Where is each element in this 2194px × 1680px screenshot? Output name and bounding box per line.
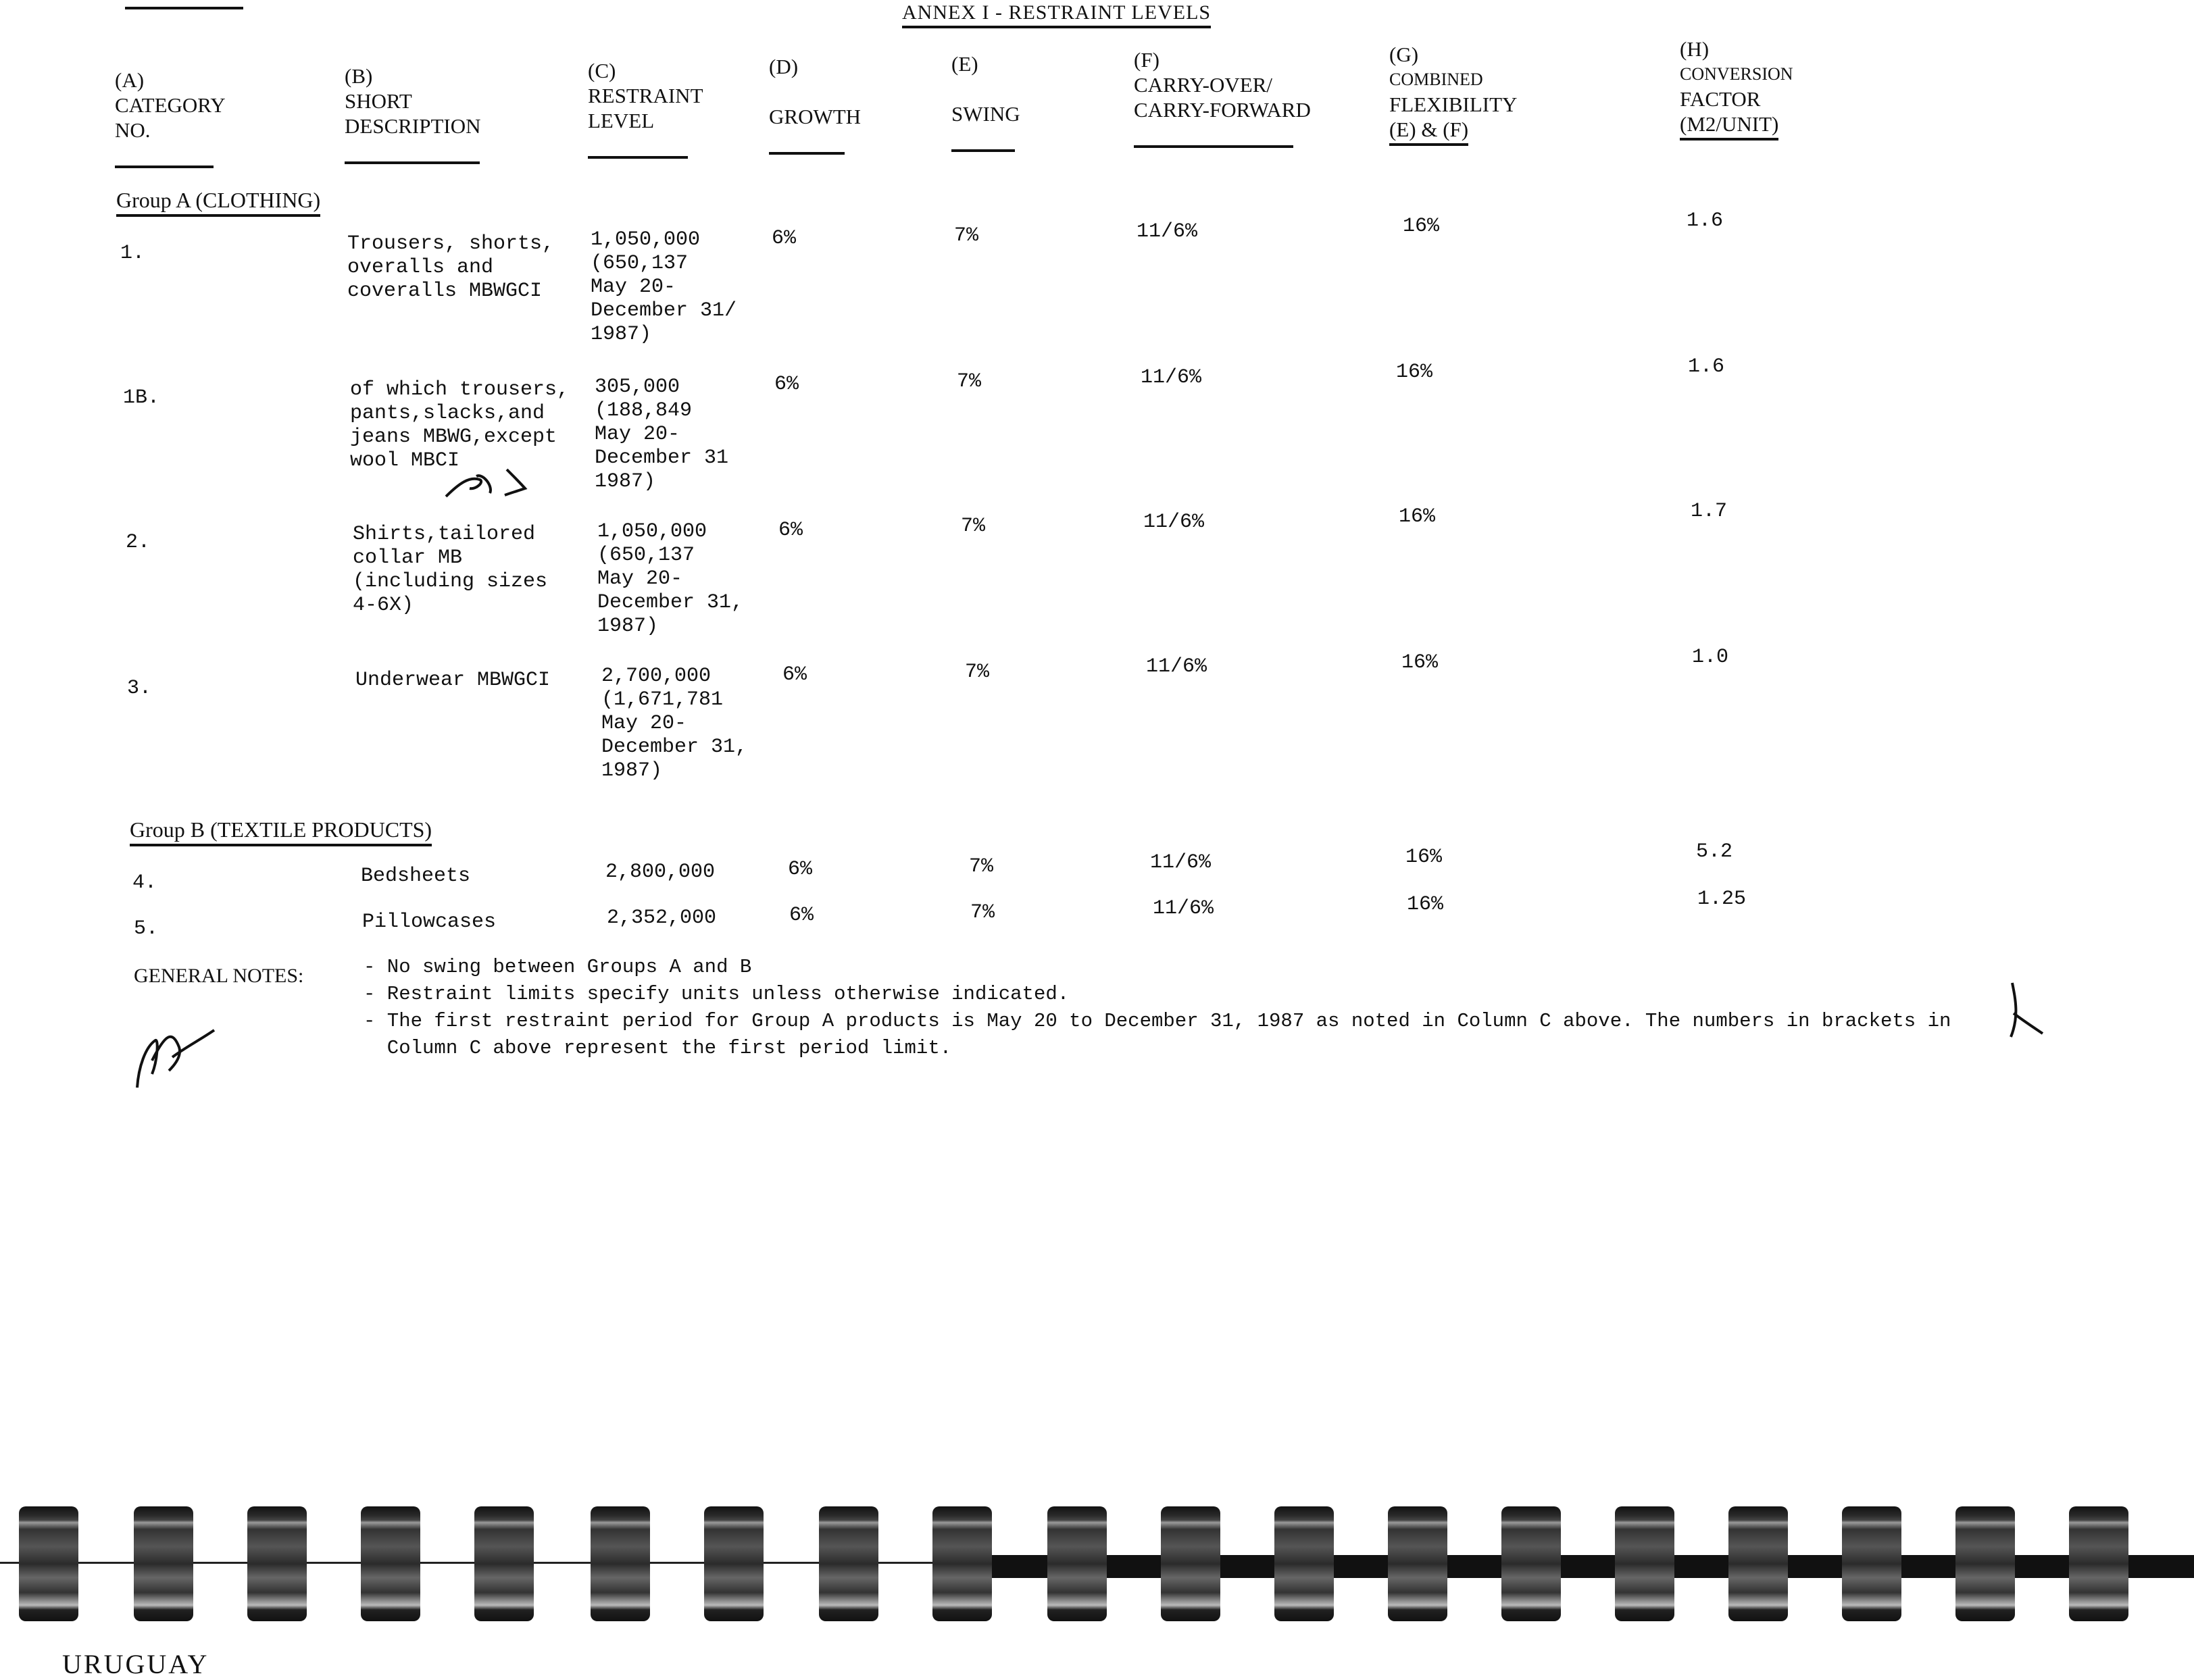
binding-ring (1501, 1506, 1561, 1621)
note-2: - Restraint limits specify units unless otherwise indicated. (364, 983, 1070, 1005)
binding-ring (1047, 1506, 1107, 1621)
row-1-no: 1. (120, 242, 145, 265)
row-1b-factor: 1.6 (1688, 355, 1725, 378)
row-1b-carry: 11/6% (1141, 366, 1202, 389)
row-1-growth: 6% (772, 227, 797, 250)
row-1b-flex: 16% (1396, 361, 1433, 384)
header-col-f: (F) CARRY-OVER/ CARRY-FORWARD (1134, 47, 1311, 148)
row-5-factor: 1.25 (1697, 888, 1747, 911)
row-1-level: 1,050,000 (650,137 May 20- December 31/ 1987) (591, 228, 737, 346)
header-col-e: (E) SWING (951, 51, 1020, 152)
row-2-no: 2. (126, 531, 151, 554)
row-5-growth: 6% (789, 904, 814, 927)
note-3: - The first restraint period for Group A products is May 20 to December 31, 1987 as noted in Column C above. The numbers in brackets in (364, 1010, 1951, 1032)
group-b-heading: Group B (TEXTILE PRODUCTS) (130, 817, 432, 846)
row-4-factor: 5.2 (1696, 840, 1733, 863)
footer-country: URUGUAY (62, 1649, 209, 1679)
corner-mark-icon (2005, 979, 2046, 1040)
row-2-level: 1,050,000 (650,137 May 20- December 31, 1987) (597, 520, 744, 638)
binding-ring (591, 1506, 650, 1621)
row-5-flex: 16% (1407, 893, 1444, 916)
signature-icon (132, 1020, 220, 1094)
row-3-factor: 1.0 (1692, 646, 1729, 669)
note-1: - No swing between Groups A and B (364, 956, 752, 978)
row-4-no: 4. (132, 871, 157, 894)
row-1b-growth: 6% (774, 373, 799, 396)
row-5-carry: 11/6% (1153, 897, 1214, 920)
binding-ring (819, 1506, 878, 1621)
row-2-flex: 16% (1399, 505, 1436, 528)
row-3-swing: 7% (965, 661, 990, 684)
binding-ring (19, 1506, 78, 1621)
general-notes-label: GENERAL NOTES: (134, 965, 304, 987)
row-4-growth: 6% (788, 858, 813, 881)
row-4-carry: 11/6% (1150, 851, 1212, 874)
row-4-desc: Bedsheets (361, 865, 471, 888)
row-3-carry: 11/6% (1146, 655, 1207, 678)
general-notes-list (364, 954, 1951, 1062)
row-3-flex: 16% (1401, 651, 1439, 674)
row-5-level: 2,352,000 (607, 907, 717, 930)
binding-ring (1274, 1506, 1334, 1621)
row-1-flex: 16% (1403, 215, 1440, 238)
row-4-level: 2,800,000 (605, 861, 716, 884)
row-3-level: 2,700,000 (1,671,781 May 20- December 31, 1987) (601, 665, 748, 782)
note-4: Column C above represent the first period limit. (364, 1037, 952, 1059)
binding-ring (704, 1506, 764, 1621)
row-2-swing: 7% (961, 515, 986, 538)
row-3-growth: 6% (782, 663, 807, 686)
row-5-no: 5. (134, 917, 159, 940)
row-1b-desc: of which trousers, pants,slacks,and jeans MBWG,except wool MBCI (350, 378, 570, 472)
initials-mark-icon (443, 463, 530, 503)
binding-ring (1842, 1506, 1901, 1621)
row-5-swing: 7% (970, 901, 995, 924)
binding-ring (932, 1506, 992, 1621)
binding-ring (1161, 1506, 1220, 1621)
header-col-h: (H) CONVERSION FACTOR (M2/UNIT) (1680, 36, 1793, 141)
binding-ring (1388, 1506, 1447, 1621)
header-col-d: (D) GROWTH (769, 54, 861, 155)
top-rule (125, 0, 243, 9)
row-5-desc: Pillowcases (362, 911, 497, 934)
row-1-carry: 11/6% (1137, 220, 1198, 243)
row-1-desc: Trousers, shorts, overalls and coveralls MBWGCI (347, 232, 555, 303)
binding-ring (1955, 1506, 2015, 1621)
row-4-flex: 16% (1405, 846, 1443, 869)
row-1b-no: 1B. (123, 386, 160, 409)
row-3-no: 3. (127, 677, 152, 700)
page-title: ANNEX I - RESTRAINT LEVELS (902, 1, 1211, 28)
binding-ring (474, 1506, 534, 1621)
row-1-swing: 7% (954, 224, 979, 247)
row-1b-level: 305,000 (188,849 May 20- December 31 1987) (595, 376, 729, 493)
binding-ring (2069, 1506, 2128, 1621)
row-3-desc: Underwear MBWGCI (355, 669, 551, 692)
binding-ring (361, 1506, 420, 1621)
binding-ring (134, 1506, 193, 1621)
binding-ring (1615, 1506, 1674, 1621)
group-a-heading: Group A (CLOTHING) (116, 188, 320, 217)
binding-ring (247, 1506, 307, 1621)
row-4-swing: 7% (969, 855, 994, 878)
header-col-a: (A) CATEGORY NO. (115, 68, 226, 168)
row-1-factor: 1.6 (1687, 209, 1724, 232)
binding-ring (1728, 1506, 1788, 1621)
row-2-growth: 6% (778, 519, 803, 542)
row-2-factor: 1.7 (1691, 500, 1728, 523)
header-col-b: (B) SHORT DESCRIPTION (345, 63, 481, 164)
header-col-g: (G) COMBINED FLEXIBILITY (E) & (F) (1389, 42, 1517, 146)
row-2-desc: Shirts,tailored collar MB (including sizes 4-6X) (353, 523, 548, 617)
header-col-c: (C) RESTRAINT LEVEL (588, 58, 703, 159)
row-2-carry: 11/6% (1143, 511, 1205, 534)
row-1b-swing: 7% (957, 370, 982, 393)
